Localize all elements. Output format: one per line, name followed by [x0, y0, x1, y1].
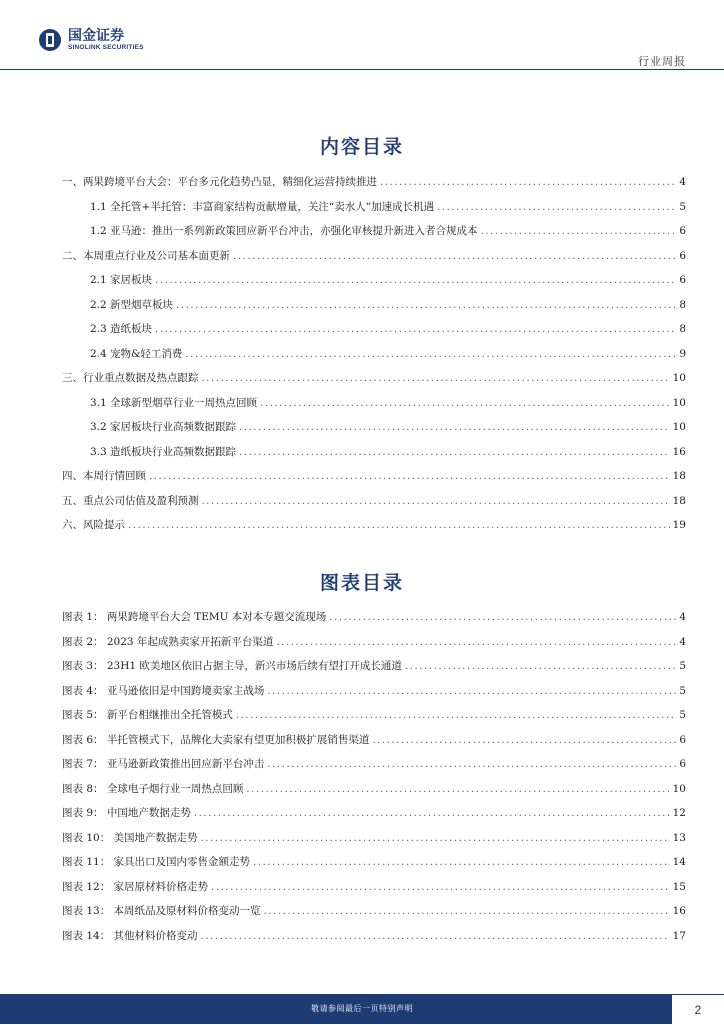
sinolink-logo-icon: [38, 28, 62, 52]
toc-entry-page: 8: [679, 323, 686, 335]
figures-title: 图表目录: [319, 572, 404, 594]
figure-entry-text: 图表 12： 家居原材料价格走势: [62, 880, 209, 893]
figure-entry-text: 图表 1： 两果跨境平台大会 TEMU 本对本专题交流现场: [62, 611, 327, 623]
figure-entry-page: 13: [672, 831, 686, 844]
toc-entry[interactable]: [62, 174, 686, 190]
toc-entry-page: 6: [679, 225, 686, 237]
figure-entry-text: 图表 7： 亚马逊新政策推出回应新平台冲击: [62, 758, 265, 770]
figure-entry[interactable]: [62, 928, 686, 944]
dot-leader: [253, 855, 670, 871]
page-number: 2: [672, 994, 724, 1025]
toc-entry[interactable]: [62, 468, 686, 484]
figure-entry[interactable]: [62, 756, 686, 772]
figure-entry-text: 图表 11： 家具出口及国内零售金额走势: [62, 856, 251, 868]
dot-leader: [155, 322, 676, 338]
toc-entry-page: 10: [672, 421, 686, 433]
brand-logo: [38, 28, 144, 52]
figure-entry-text: 图表 10： 美国地产数据走势: [62, 831, 198, 844]
header-divider: [0, 69, 724, 70]
toc-entry[interactable]: [90, 272, 686, 288]
figure-entry-text: 图表 5： 新平台相继推出全托管模式: [62, 709, 233, 721]
figure-entry[interactable]: [62, 683, 686, 699]
figure-entry[interactable]: [62, 609, 686, 625]
toc-entry-text: 2.1 家居板块: [90, 274, 153, 286]
dot-leader: [155, 273, 676, 289]
toc-entry-text: 2.2 新型烟草板块: [90, 298, 174, 311]
figure-entry[interactable]: [62, 732, 686, 748]
toc-entry-text: 一、两果跨境平台大会：平台多元化趋势凸显，精细化运营持续推进: [62, 176, 377, 188]
toc-entry-text: 3.3 造纸板块行业高频数据跟踪: [90, 445, 237, 458]
figure-entry-text: 图表 3： 23H1 欧美地区依旧占据主导，新兴市场后续有望打开成长通道: [62, 660, 402, 672]
toc-entry-page: 19: [672, 519, 686, 531]
toc-entry-text: 3.2 家居板块行业高频数据跟踪: [90, 421, 237, 433]
toc-entry[interactable]: [62, 248, 686, 264]
toc-entry-page: 5: [679, 200, 686, 213]
toc-entry-text: 三、行业重点数据及热点跟踪: [62, 372, 199, 384]
dot-leader: [202, 371, 670, 387]
toc-entry[interactable]: [62, 370, 686, 386]
figure-entry-page: 15: [672, 880, 686, 893]
figure-entry[interactable]: [62, 707, 686, 723]
figure-entry-text: 图表 8： 全球电子烟行业一周热点回顾: [62, 782, 244, 795]
toc-entry-text: 五、重点公司估值及盈利预测: [62, 494, 199, 507]
figure-entry[interactable]: [62, 830, 686, 846]
dot-leader: [260, 396, 670, 412]
dot-leader: [380, 175, 676, 191]
dot-leader: [201, 831, 670, 847]
toc-entry[interactable]: [90, 297, 686, 313]
dot-leader: [481, 224, 677, 240]
figure-entry-page: 16: [672, 905, 686, 917]
dot-leader: [267, 757, 676, 773]
toc-entry-text: 四、本周行情回顾: [62, 470, 146, 482]
toc-entry[interactable]: [90, 321, 686, 337]
dot-leader: [246, 782, 669, 798]
figure-entry[interactable]: [62, 634, 686, 650]
dot-leader: [239, 420, 670, 436]
dot-leader: [201, 929, 670, 945]
toc-entry-page: 10: [672, 372, 686, 384]
toc-entry[interactable]: [62, 517, 686, 533]
toc-entry-page: 6: [679, 249, 686, 262]
figure-entry-page: 6: [679, 733, 686, 746]
toc-entry-text: 1.1 全托管+半托管：丰富商家结构贡献增量，关注“卖水人”加速成长机遇: [90, 200, 435, 213]
page-header: [0, 0, 724, 70]
dot-leader: [211, 880, 670, 896]
dot-leader: [185, 347, 676, 363]
figure-entry[interactable]: [62, 879, 686, 895]
dot-leader: [264, 904, 670, 920]
figure-entry[interactable]: [62, 805, 686, 821]
toc-entry-page: 18: [672, 470, 686, 482]
figure-entry-text: 图表 2： 2023 年起成熟卖家开拓新平台渠道: [62, 635, 274, 648]
dot-leader: [329, 610, 676, 626]
toc-entry[interactable]: [62, 493, 686, 509]
dot-leader: [267, 684, 676, 700]
toc-entry-text: 2.3 造纸板块: [90, 323, 153, 335]
report-type-label: 行业周报: [638, 55, 686, 68]
dot-leader: [149, 469, 670, 485]
toc-title: 内容目录: [319, 136, 404, 158]
dot-leader: [236, 708, 676, 724]
figure-entry[interactable]: [62, 903, 686, 919]
dot-leader: [233, 249, 676, 265]
figure-entry-text: 图表 14： 其他材料价格变动: [62, 929, 198, 942]
toc-entry-page: 8: [679, 298, 686, 311]
footer-disclaimer: 敬请参阅最后一页特别声明: [311, 1004, 413, 1013]
figure-entry-page: 5: [679, 660, 686, 672]
figure-entry-page: 17: [672, 929, 686, 942]
toc-entry-page: 18: [672, 494, 686, 507]
toc-entry-page: 6: [679, 274, 686, 286]
figure-entry-text: 图表 13： 本周纸品及原材料价格变动一览: [62, 905, 261, 917]
figure-entry-page: 4: [679, 635, 686, 648]
toc-entry[interactable]: [90, 223, 686, 239]
toc-entry-text: 六、风险提示: [62, 519, 125, 531]
dot-leader: [194, 806, 670, 822]
toc-entry[interactable]: [90, 395, 686, 411]
toc-entry-text: 1.2 亚马逊：推出一系列新政策回应新平台冲击，亦强化审核提升新进入者合规成本: [90, 225, 478, 237]
dot-leader: [128, 518, 670, 534]
toc-entry[interactable]: [90, 199, 686, 215]
figure-entry-text: 图表 4： 亚马逊依旧是中国跨境卖家主战场: [62, 684, 265, 697]
figure-entry-page: 6: [679, 758, 686, 770]
dot-leader: [405, 659, 676, 675]
dot-leader: [372, 733, 676, 749]
toc-entry[interactable]: [90, 419, 686, 435]
brand-name-en: SINOLINK SECURITIES: [68, 43, 144, 51]
toc-entry[interactable]: [90, 444, 686, 460]
dot-leader: [239, 445, 670, 461]
figure-entry-text: 图表 6： 半托管模式下，品牌化大卖家有望更加积极扩展销售渠道: [62, 733, 370, 746]
figure-entry-page: 5: [679, 709, 686, 721]
toc-entry-page: 16: [672, 445, 686, 458]
figure-entry-page: 14: [672, 856, 686, 868]
dot-leader: [202, 494, 670, 510]
figure-entry[interactable]: [62, 658, 686, 674]
toc-entry[interactable]: [90, 346, 686, 362]
toc-entry-page: 10: [672, 396, 686, 409]
toc-entry-text: 二、本周重点行业及公司基本面更新: [62, 249, 230, 262]
toc-entry-text: 2.4 宠物&轻工消费: [90, 347, 183, 360]
figure-entry-page: 12: [672, 807, 686, 819]
figure-entry-page: 5: [679, 684, 686, 697]
dot-leader: [437, 200, 676, 216]
dot-leader: [176, 298, 676, 314]
toc-entry-page: 9: [679, 347, 686, 360]
figure-entry-page: 4: [679, 611, 686, 623]
toc-entry-text: 3.1 全球新型烟草行业一周热点回顾: [90, 396, 258, 409]
figure-entry-page: 10: [672, 782, 686, 795]
figure-entry[interactable]: [62, 854, 686, 870]
brand-name-cn: 国金证券: [68, 27, 124, 44]
toc-entry-page: 4: [679, 176, 686, 188]
figure-entry-text: 图表 9： 中国地产数据走势: [62, 807, 191, 819]
figure-entry[interactable]: [62, 781, 686, 797]
dot-leader: [276, 635, 676, 651]
